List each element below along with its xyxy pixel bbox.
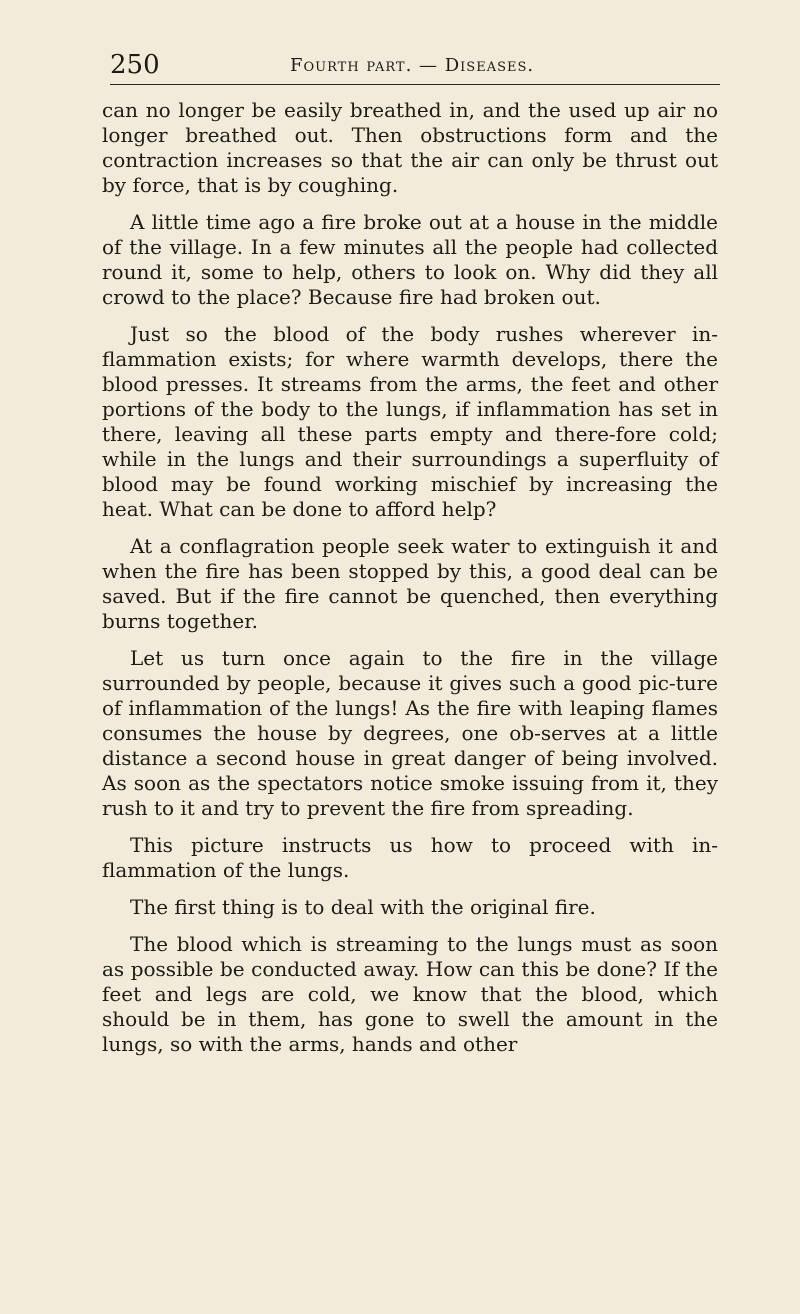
paragraph: This picture instructs us how to proceed with in-flammation of the lungs. [102, 833, 718, 882]
paragraph: can no longer be easily breathed in, and the used up air no longer breathed out. Then obstructions form and the contraction increases so that the air can only be thrust out by force, that is by coughing. [102, 98, 718, 197]
paragraph: The blood which is streaming to the lungs must as soon as possible be conducted away. How can this be done? If the feet and legs are cold, we know that the blood, which should be in them, has gone to swell the amount in the lungs, so with the arms, hands and other [102, 932, 718, 1056]
page-number: 250 [110, 50, 160, 80]
paragraph: At a conflagration people seek water to extinguish it and when the fire has been stopped by this, a good deal can be saved. But if the fire cannot be quenched, then everything burns together. [102, 534, 718, 633]
running-head: Fourth part. — Diseases. [290, 55, 535, 76]
paragraph: The first thing is to deal with the original fire. [130, 895, 596, 919]
paragraph: Just so the blood of the body rushes wherever in-flammation exists; for where warmth develops, there the blood presses. It streams from the arms, the feet and other portions of the body to the lungs, if inflammation has set in there, leaving all these parts empty and there-fore cold; while in the lungs and their surroundings a superfluity of blood may be found working mischief by increasing the heat. What can be done to afford help? [102, 322, 718, 521]
page-header [110, 50, 720, 85]
paragraph: A little time ago a fire broke out at a house in the middle of the village. In a few minutes all the people had collected round it, some to help, others to look on. Why did they all crowd to the place? Because fire had broken out. [102, 210, 718, 309]
body-text [102, 98, 718, 1069]
paragraph: Let us turn once again to the fire in the village surrounded by people, because it gives such a good pic-ture of inflammation of the lungs! As the fire with leaping flames consumes the house by degrees, one ob-serves at a little distance a second house in great danger of being involved. As soon as the spectators notice smoke issuing from it, they rush to it and try to prevent the fire from spreading. [102, 646, 718, 820]
